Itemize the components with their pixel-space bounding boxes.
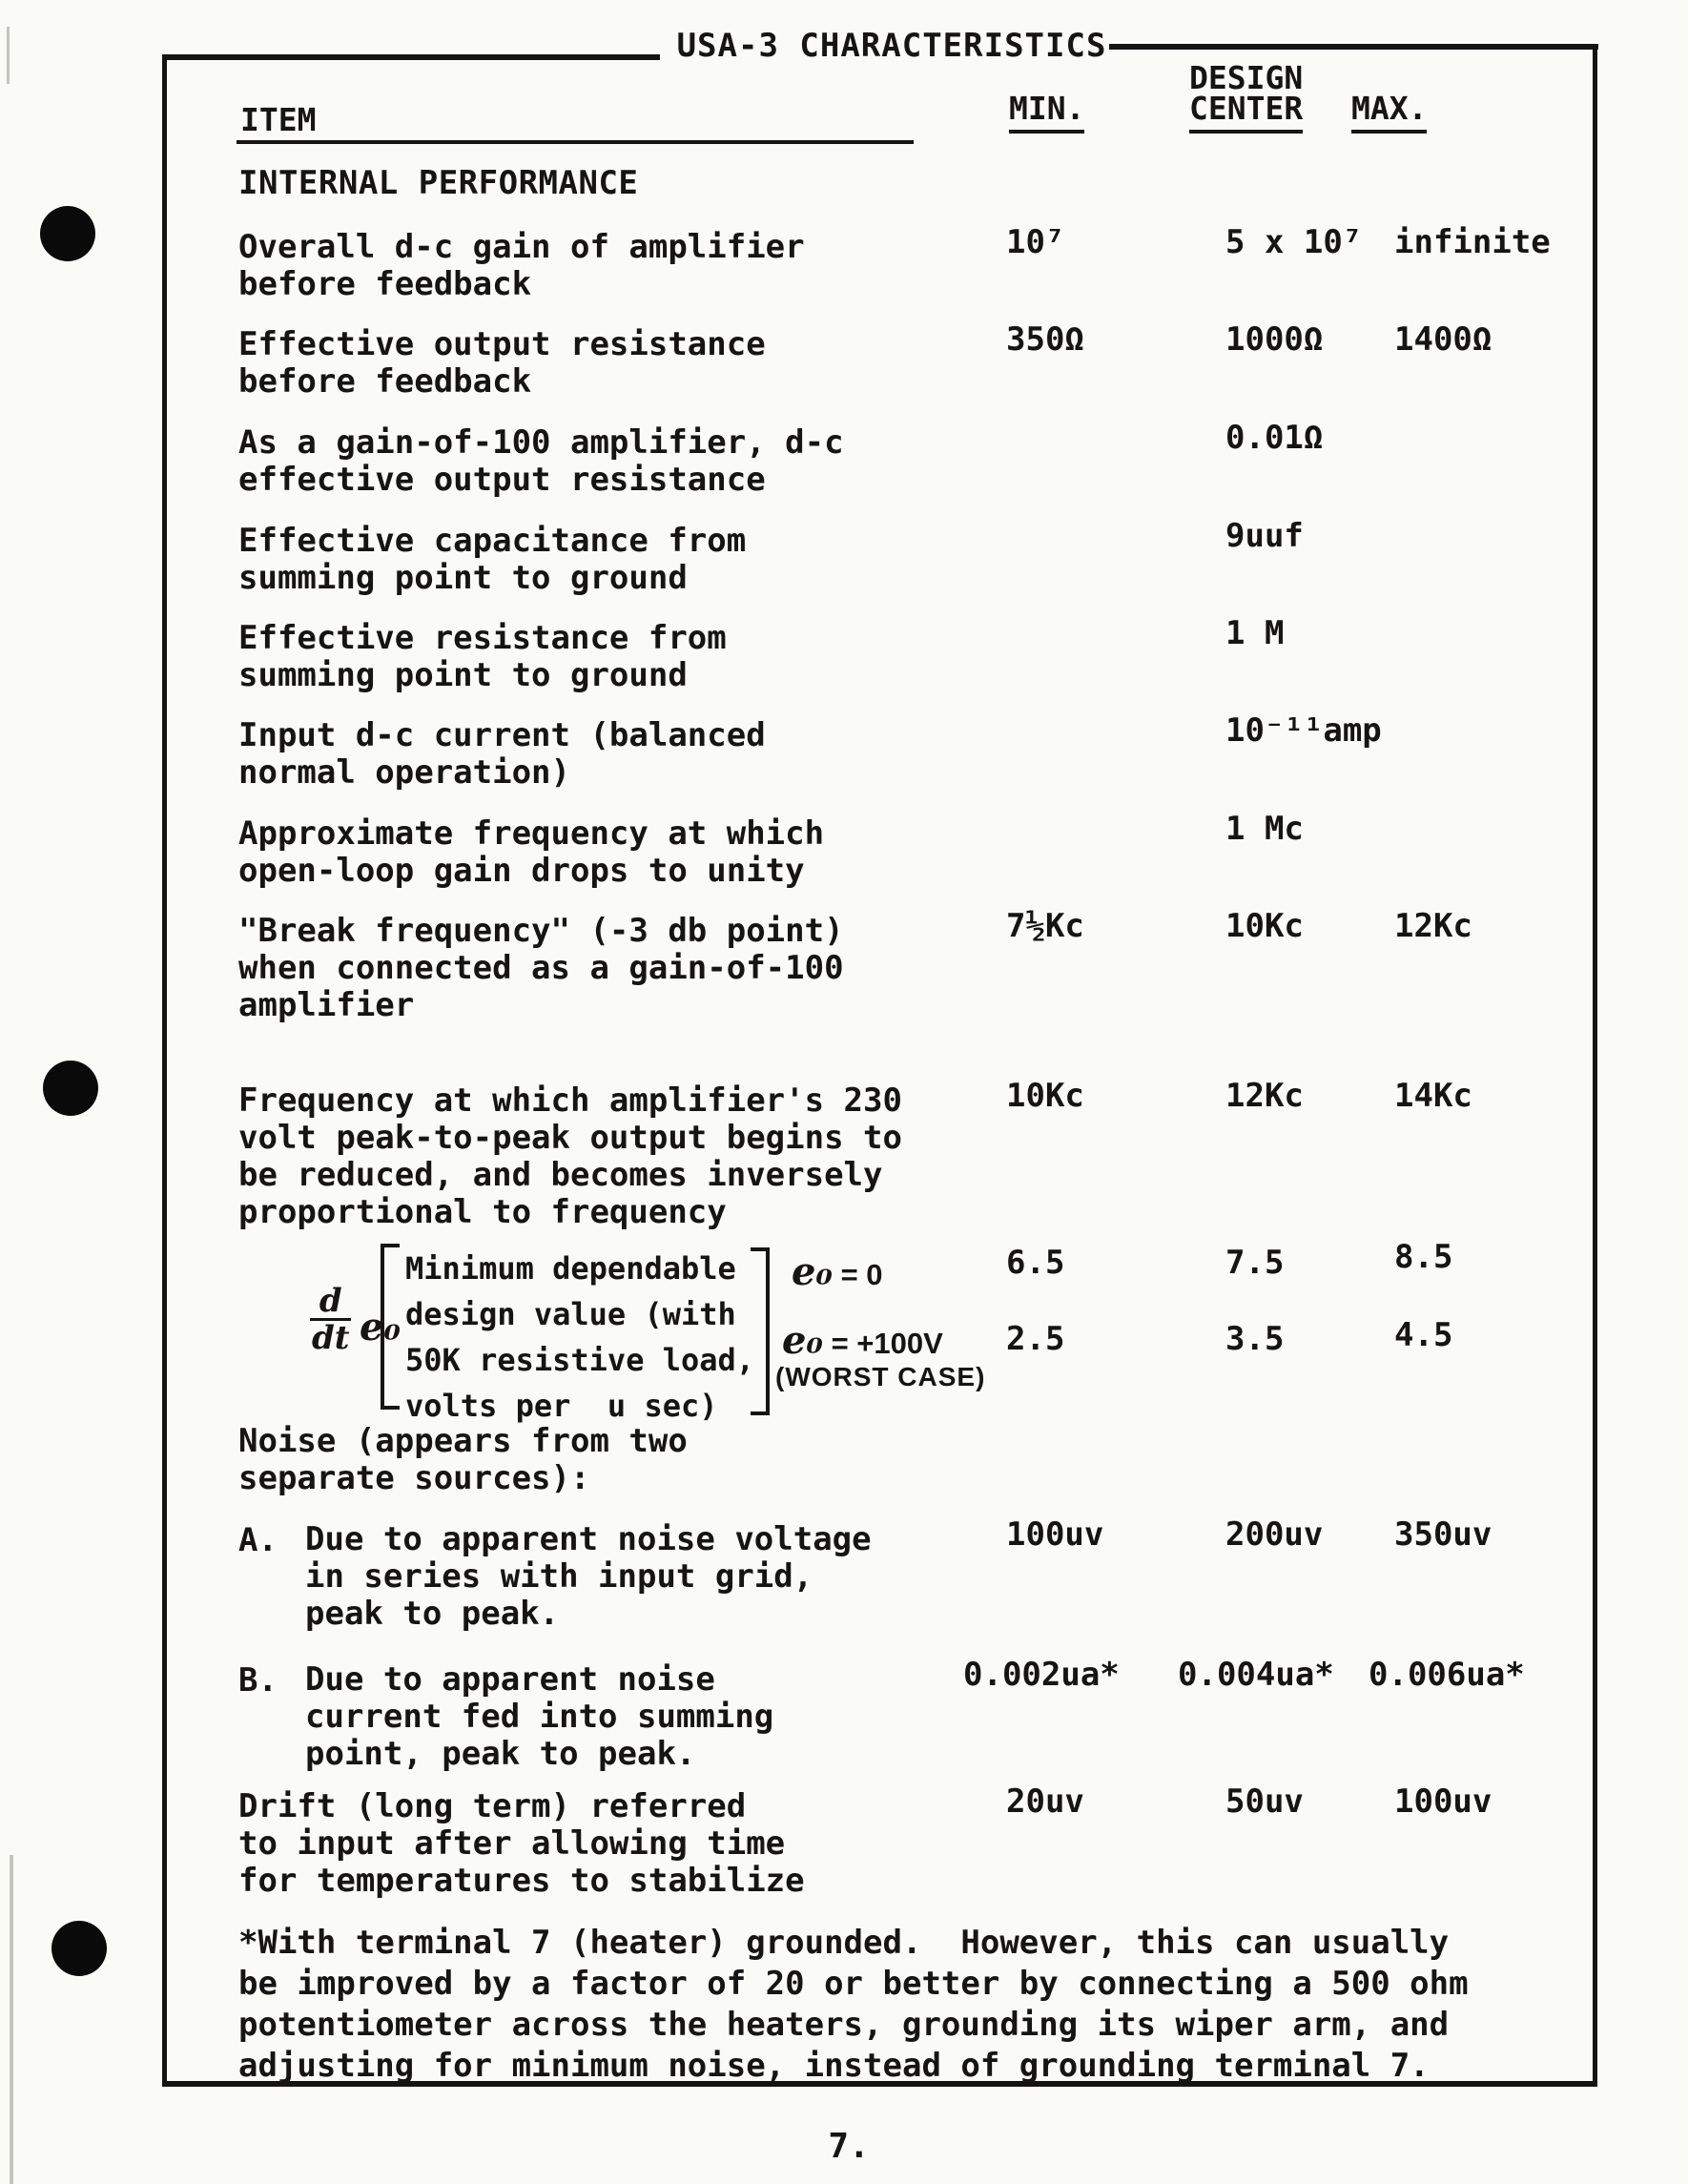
value-center: 1 M [1225, 614, 1285, 652]
right-bracket [751, 1247, 770, 1415]
item-text-line: before feedback [238, 265, 532, 303]
value-center: 12Kc [1225, 1077, 1304, 1115]
punch-hole [43, 1061, 98, 1116]
scan-artifact [10, 1855, 13, 2184]
item-text-line: in series with input grid, [305, 1557, 813, 1596]
frame-top-left [162, 54, 660, 60]
table-row [238, 1077, 1602, 1231]
value-center: 10Kc [1225, 907, 1304, 945]
item-text-line: As a gain-of-100 amplifier, d-c [238, 423, 844, 462]
table-row [238, 1782, 1602, 1900]
value-min: 0.002ua* [963, 1656, 1120, 1694]
noise-item-b [238, 1656, 1602, 1773]
item-text-line: separate sources): [238, 1459, 590, 1497]
value-min: 20uv [1006, 1782, 1084, 1821]
item-text-line: peak to peak. [305, 1595, 560, 1633]
value-min: 2.5 [1006, 1320, 1065, 1358]
table-row [238, 614, 1602, 694]
column-header-center: CENTER [1189, 90, 1303, 134]
value-min: 10⁷ [1006, 223, 1065, 261]
footnote-line: adjusting for minimum noise, instead of grounding terminal 7. [238, 2047, 1430, 2085]
frame-left [162, 54, 167, 2086]
value-max: 12Kc [1394, 907, 1472, 945]
value-center: 7.5 [1225, 1244, 1285, 1282]
list-marker: A. [238, 1521, 278, 1559]
value-min: 6.5 [1006, 1244, 1065, 1282]
item-text-line: before feedback [238, 362, 532, 401]
item-text-line: be reduced, and becomes inversely [238, 1156, 883, 1194]
item-text-line: Frequency at which amplifier's 230 [238, 1082, 902, 1120]
section-heading: INTERNAL PERFORMANCE [238, 164, 639, 202]
item-text-line: open-loop gain drops to unity [238, 852, 805, 890]
value-center: 0.004ua* [1178, 1656, 1334, 1694]
table-row [238, 711, 1602, 792]
value-min: 10Kc [1006, 1077, 1084, 1115]
item-text-line: "Break frequency" (-3 db point) [238, 912, 844, 950]
table-row [238, 320, 1602, 401]
scan-artifact [7, 27, 10, 84]
item-text-line: for temperatures to stabilize [238, 1862, 805, 1900]
item-text-line: point, peak to peak. [305, 1735, 696, 1773]
noise-intro [238, 1423, 1602, 1497]
case-eo-plus100: e₀ = +100V [782, 1318, 943, 1363]
output-variable: e₀ [360, 1305, 401, 1350]
value-max: 350uv [1394, 1515, 1492, 1554]
value-center: 1 Mc [1225, 810, 1304, 848]
item-text-line: Drift (long term) referred [238, 1787, 747, 1825]
item-text-line: Effective resistance from [238, 619, 727, 657]
value-center: 0.01Ω [1225, 419, 1324, 457]
left-bracket [381, 1244, 400, 1410]
value-center: 200uv [1225, 1515, 1324, 1554]
value-center: 3.5 [1225, 1320, 1285, 1358]
column-header-item: ITEM [240, 101, 317, 138]
item-text-line: to input after allowing time [238, 1824, 786, 1863]
punch-hole [40, 206, 95, 261]
frame-top-right [1109, 44, 1598, 50]
case-eo-zero: e₀ = 0 [792, 1249, 883, 1294]
column-header-min: MIN. [1009, 90, 1084, 134]
value-max: 0.006ua* [1369, 1656, 1525, 1694]
item-text-line: normal operation) [238, 753, 570, 792]
item-text-line: Due to apparent noise voltage [305, 1520, 872, 1558]
value-min: 7½Kc [1006, 907, 1084, 945]
page-title: USA-3 CHARACTERISTICS [676, 27, 1107, 65]
value-max: infinite [1394, 223, 1551, 261]
footnote-line: *With terminal 7 (heater) grounded. However, this can usually [238, 1924, 1450, 1962]
value-center: 10⁻¹¹amp [1225, 711, 1382, 750]
punch-hole [51, 1921, 107, 1976]
table-row [238, 419, 1602, 499]
value-center: 5 x 10⁷ [1225, 223, 1363, 261]
table-row [238, 517, 1602, 597]
column-header-max: MAX. [1351, 90, 1427, 134]
item-text-line: effective output resistance [238, 461, 766, 499]
footnote [238, 1923, 1602, 2087]
value-min: 350Ω [1006, 320, 1084, 359]
footnote-line: be improved by a factor of 20 or better by connecting a 500 ohm [238, 1965, 1469, 2003]
d-dt-fraction: $\frac{d}{dt}$ [312, 1282, 350, 1357]
noise-item-a [238, 1515, 1602, 1633]
worst-case-note: (WORST CASE) [775, 1362, 986, 1391]
item-text-line: volt peak-to-peak output begins to [238, 1119, 902, 1157]
item-text-line: amplifier [238, 986, 415, 1024]
item-text-line: Due to apparent noise [305, 1660, 715, 1699]
value-max: 1400Ω [1394, 320, 1492, 359]
item-text-line: Input d-c current (balanced [238, 716, 766, 754]
value-center: 50uv [1225, 1782, 1304, 1821]
item-text-line: Noise (appears from two [238, 1422, 688, 1460]
bracket-text: Minimum dependable design value (with 50K resistive load, volts per u sec) [405, 1250, 755, 1424]
item-text-line: Effective output resistance [238, 325, 766, 363]
value-max: 8.5 [1394, 1238, 1453, 1276]
value-max: 14Kc [1394, 1077, 1472, 1115]
item-text-line: current fed into summing [305, 1698, 774, 1736]
value-center: 1000Ω [1225, 320, 1324, 359]
item-text-line: summing point to ground [238, 656, 688, 694]
item-text-line: Approximate frequency at which [238, 814, 825, 853]
item-text-line: Effective capacitance from [238, 522, 747, 560]
table-row [238, 907, 1602, 1024]
value-max: 4.5 [1394, 1316, 1453, 1354]
table-row [238, 223, 1602, 303]
page-number: 7. [828, 2127, 870, 2166]
slew-rate-row [310, 1236, 1595, 1424]
column-header-design: DESIGN [1189, 59, 1304, 96]
item-text-line: when connected as a gain-of-100 [238, 949, 844, 987]
value-min: 100uv [1006, 1515, 1104, 1554]
table-row [238, 810, 1602, 890]
item-text-line: Overall d-c gain of amplifier [238, 228, 805, 266]
item-text-line: summing point to ground [238, 559, 688, 597]
item-header-rule [237, 140, 914, 144]
footnote-line: potentiometer across the heaters, grounding its wiper arm, and [238, 2006, 1450, 2044]
value-center: 9uuf [1225, 517, 1304, 555]
list-marker: B. [238, 1661, 278, 1700]
value-max: 100uv [1394, 1782, 1492, 1821]
item-text-line: proportional to frequency [238, 1193, 727, 1231]
